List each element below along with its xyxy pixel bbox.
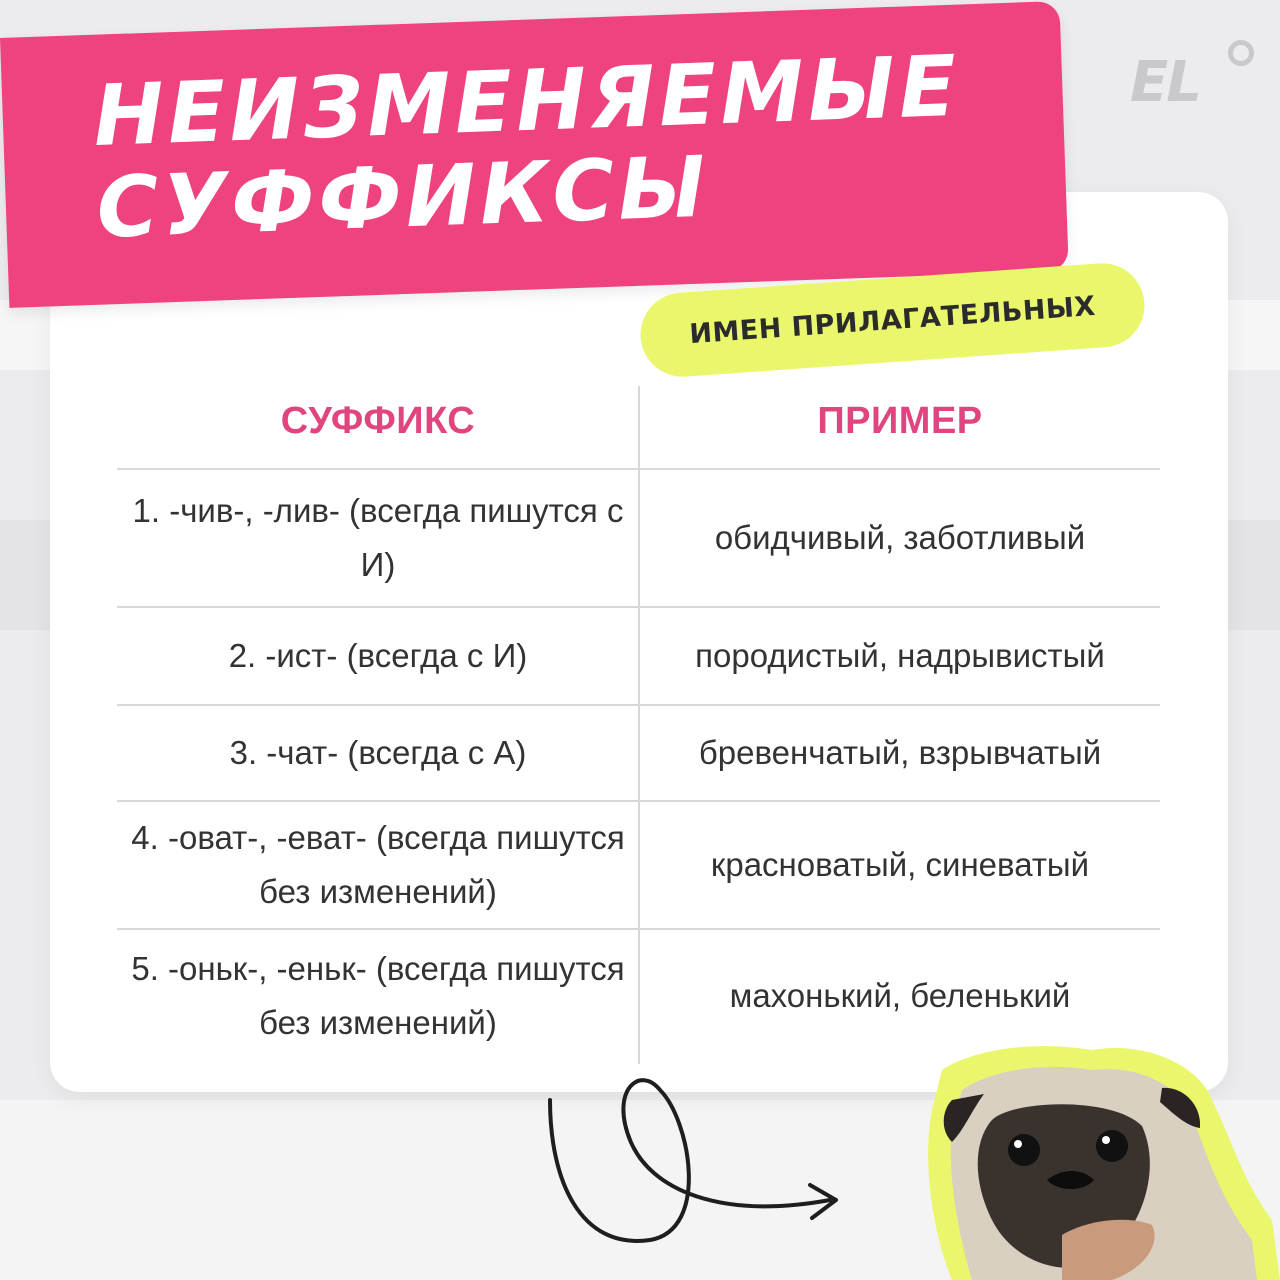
table-cell-suffix: 1. -чив-, -лив- (всегда пишутся с И) bbox=[132, 492, 624, 583]
logo-text: EL bbox=[1130, 50, 1200, 115]
curly-arrow-icon bbox=[540, 1060, 860, 1260]
table-cell-suffix: 4. -оват-, -еват- (всегда пишутся без изменений) bbox=[131, 819, 625, 910]
table-cell-example: махонький, беленький bbox=[729, 977, 1071, 1014]
pug-icon bbox=[912, 1030, 1280, 1280]
subtitle-text: ИМЕН ПРИЛАГАТЕЛЬНЫХ bbox=[688, 290, 1097, 350]
brand-logo bbox=[1130, 40, 1250, 115]
table-cell-example: бревенчатый, взрывчатый bbox=[698, 734, 1102, 771]
logo-dot-icon bbox=[1228, 40, 1254, 66]
table-cell-suffix: 5. -оньк-, -еньк- (всегда пишутся без изменений) bbox=[131, 950, 625, 1041]
table-cell-suffix: 3. -чат- (всегда с А) bbox=[229, 734, 527, 771]
title-line-2: СУФФИКСЫ bbox=[95, 137, 711, 257]
page-title bbox=[91, 36, 998, 257]
header-suffix: СУФФИКС bbox=[280, 399, 476, 442]
table-cell-example: обидчивый, заботливый bbox=[714, 519, 1086, 556]
table-cell-example: породистый, надрывистый bbox=[695, 637, 1105, 674]
title-line-1: НЕИЗМЕНЯЕМЫЕ bbox=[91, 36, 962, 165]
table-cell-example: красноватый, синеватый bbox=[710, 846, 1090, 883]
header-example: ПРИМЕР bbox=[817, 399, 983, 442]
table-cell-suffix: 2. -ист- (всегда с И) bbox=[228, 637, 528, 674]
